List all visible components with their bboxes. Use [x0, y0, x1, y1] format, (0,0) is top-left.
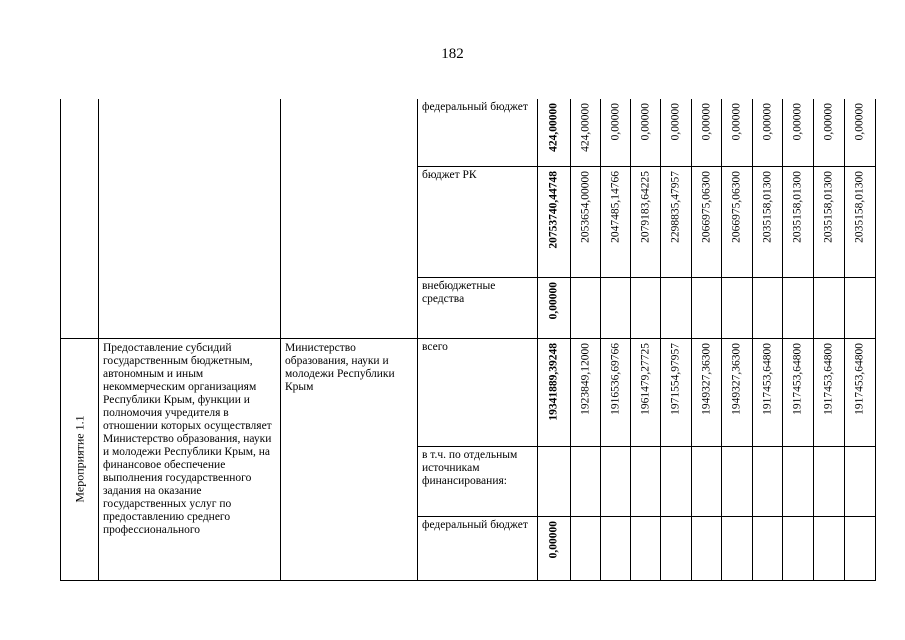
value-cell: 0,00000 [692, 99, 722, 166]
total-cell [538, 446, 571, 516]
value-cell [753, 277, 783, 338]
event-cell-continued [61, 99, 99, 338]
value-cell: 0,00000 [814, 99, 845, 166]
executor-cell-continued [281, 99, 418, 338]
value-cell [692, 446, 722, 516]
value-cell [814, 516, 845, 580]
value-cell [722, 446, 753, 516]
value-cell [571, 446, 601, 516]
event-label-cell [61, 338, 99, 580]
source-cell: федеральный бюджет [418, 516, 538, 580]
total-cell: 0,00000 [538, 516, 571, 580]
total-cell: 19341889,39248 [538, 338, 571, 446]
value-cell: 2035158,01300 [753, 166, 783, 277]
value-cell: 1917453,64800 [783, 338, 814, 446]
value-cell: 0,00000 [845, 99, 876, 166]
executor-cell [281, 338, 418, 580]
value-cell [845, 277, 876, 338]
value-cell: 2047485,14766 [601, 166, 631, 277]
value-cell: 0,00000 [783, 99, 814, 166]
value-cell: 2035158,01300 [845, 166, 876, 277]
value-cell [661, 516, 692, 580]
value-cell: 1923849,12000 [571, 338, 601, 446]
source-cell: бюджет РК [418, 166, 538, 277]
value-cell [722, 516, 753, 580]
value-cell [783, 277, 814, 338]
value-cell: 2035158,01300 [814, 166, 845, 277]
value-cell [783, 446, 814, 516]
value-cell: 1917453,64800 [753, 338, 783, 446]
value-cell [661, 446, 692, 516]
description-cell-continued [99, 99, 281, 338]
value-cell [601, 516, 631, 580]
value-cell [571, 277, 601, 338]
value-cell: 1917453,64800 [845, 338, 876, 446]
source-cell: в т.ч. по отдельным источникам финансирования: [418, 446, 538, 516]
value-cell: 1949327,36300 [692, 338, 722, 446]
value-cell: 0,00000 [601, 99, 631, 166]
value-cell: 0,00000 [631, 99, 661, 166]
value-cell: 1961479,27725 [631, 338, 661, 446]
value-cell [753, 516, 783, 580]
value-cell: 1971554,97957 [661, 338, 692, 446]
value-cell: 2066975,06300 [692, 166, 722, 277]
description-cell [99, 338, 281, 580]
value-cell [692, 516, 722, 580]
value-cell [601, 277, 631, 338]
total-cell: 0,00000 [538, 277, 571, 338]
event-executor: Министерство образования, науки и молодежи Республики Крым [285, 341, 395, 393]
value-cell: 0,00000 [753, 99, 783, 166]
value-cell: 2298835,47957 [661, 166, 692, 277]
source-cell: всего [418, 338, 538, 446]
table-row [61, 338, 876, 446]
event-description: Предоставление субсидий государственным бюджетным, автономным и иным некоммерческим организациям Республики Крым, функции и полномочия учредителя в отношении которых осуществляет Министерство образования, науки и молодежи Республики Крым, на финансовое обеспечение выполнения государственного задания на оказание государственных услуг по предоставлению среднего профессионального [103, 341, 272, 536]
value-cell [814, 446, 845, 516]
value-cell [661, 277, 692, 338]
source-cell: внебюджетные средства [418, 277, 538, 338]
value-cell [631, 446, 661, 516]
value-cell [631, 277, 661, 338]
value-cell [571, 516, 601, 580]
value-cell: 1917453,64800 [814, 338, 845, 446]
table-row [61, 99, 876, 166]
event-label: Мероприятие 1.1 [72, 415, 86, 503]
value-cell: 2066975,06300 [722, 166, 753, 277]
value-cell [814, 277, 845, 338]
value-cell [601, 446, 631, 516]
page-number: 182 [441, 46, 464, 62]
value-cell: 2035158,01300 [783, 166, 814, 277]
value-cell: 0,00000 [661, 99, 692, 166]
value-cell: 1916536,69766 [601, 338, 631, 446]
source-cell: федеральный бюджет [418, 99, 538, 166]
value-cell: 424,00000 [571, 99, 601, 166]
value-cell [692, 277, 722, 338]
value-cell [753, 446, 783, 516]
value-cell: 2079183,64225 [631, 166, 661, 277]
value-cell: 0,00000 [722, 99, 753, 166]
budget-table [60, 99, 876, 581]
value-cell [722, 277, 753, 338]
value-cell: 2053654,00000 [571, 166, 601, 277]
value-cell [845, 446, 876, 516]
total-cell: 20753740,44748 [538, 166, 571, 277]
value-cell [845, 516, 876, 580]
value-cell [631, 516, 661, 580]
total-cell: 424,00000 [538, 99, 571, 166]
value-cell: 1949327,36300 [722, 338, 753, 446]
value-cell [783, 516, 814, 580]
